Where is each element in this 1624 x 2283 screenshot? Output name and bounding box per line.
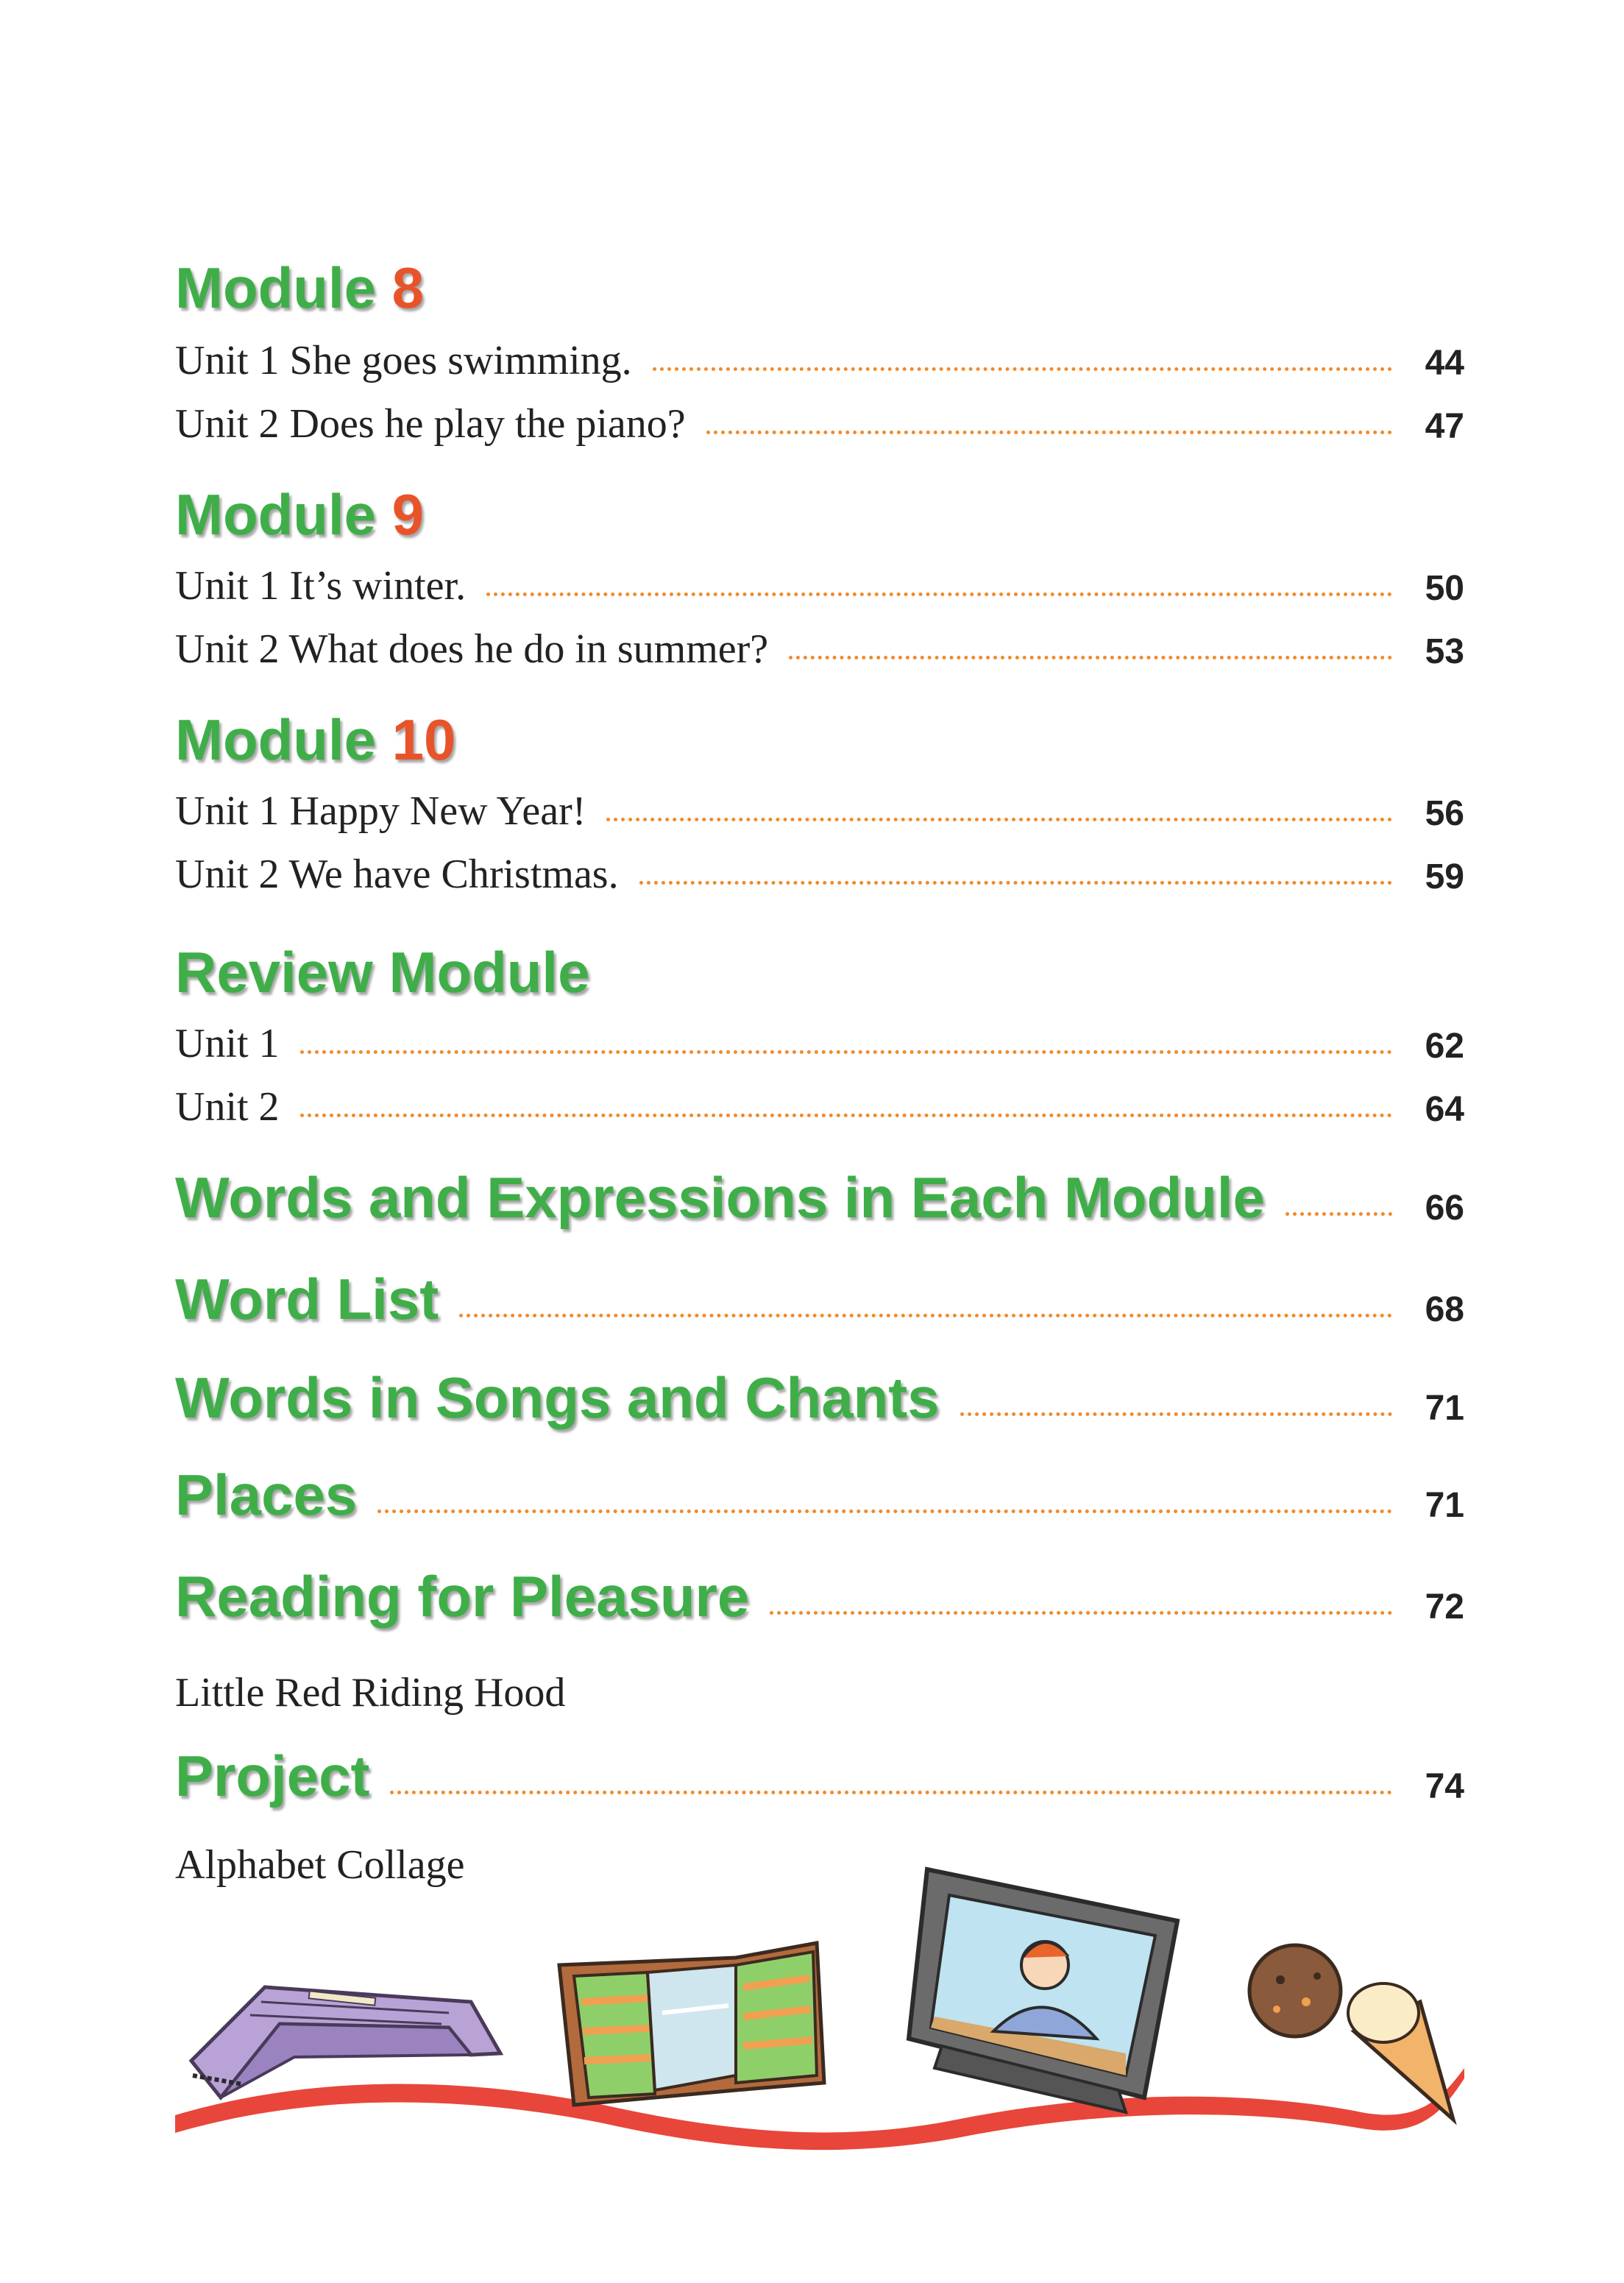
section-title: Word List: [175, 1267, 439, 1331]
window-icon: [559, 1943, 824, 2105]
dot-leader: [606, 818, 1392, 821]
page-number: 64: [1425, 1090, 1464, 1129]
television-icon: [909, 1869, 1177, 2112]
dot-leader: [770, 1611, 1392, 1615]
section-title: Project: [175, 1744, 370, 1808]
dot-leader: [390, 1791, 1392, 1794]
toc-entry-module8-unit2[interactable]: [175, 392, 1464, 445]
section-title: Reading for Pleasure: [175, 1564, 750, 1629]
page-number: 72: [1425, 1588, 1464, 1627]
keyboard-icon: [191, 1987, 500, 2098]
page-number: 62: [1425, 1027, 1464, 1066]
entry-label: Unit 2 What does he do in summer?: [175, 626, 769, 672]
toc-entry-module8-unit1[interactable]: [175, 328, 1464, 381]
project-subtitle: Alphabet Collage: [175, 1842, 465, 1888]
entry-label: Unit 1: [175, 1021, 280, 1066]
dot-leader: [300, 1050, 1392, 1054]
page-number: 74: [1425, 1767, 1464, 1806]
page-number: 44: [1425, 344, 1464, 383]
reading-subtitle: Little Red Riding Hood: [175, 1670, 566, 1716]
toc-entry-words-expressions[interactable]: [175, 1165, 1464, 1230]
dot-leader: [300, 1114, 1392, 1117]
toc-entry-reading[interactable]: [175, 1564, 1464, 1629]
toc-entry-places[interactable]: [175, 1462, 1464, 1527]
dot-leader: [653, 367, 1392, 371]
dot-leader: [706, 431, 1392, 434]
toc-entry-songs-chants[interactable]: [175, 1365, 1464, 1430]
toc-entry-module9-unit2[interactable]: [175, 617, 1464, 670]
section-title: Words in Songs and Chants: [175, 1365, 940, 1430]
page-number: 66: [1425, 1189, 1464, 1228]
dot-leader: [789, 656, 1392, 659]
entry-label: Unit 1 She goes swimming.: [175, 338, 632, 383]
illustration-band: [0, 1855, 1624, 2164]
page-number: 56: [1425, 794, 1464, 833]
review-module-heading: Review Module: [175, 940, 590, 1005]
dot-leader: [486, 592, 1392, 596]
page-number: 59: [1425, 857, 1464, 896]
module-8-heading: Module 8: [175, 255, 425, 320]
dot-leader: [377, 1509, 1392, 1513]
page-number: 47: [1425, 407, 1464, 446]
page-number: 71: [1425, 1486, 1464, 1525]
module-9-heading: Module 9: [175, 482, 425, 547]
dot-leader: [639, 881, 1392, 885]
toc-entry-project[interactable]: [175, 1744, 1464, 1808]
dot-leader: [1286, 1212, 1392, 1216]
toc-entry-module10-unit1[interactable]: [175, 779, 1464, 832]
toc-entry-module9-unit1[interactable]: [175, 553, 1464, 609]
module-10-heading: Module 10: [175, 707, 456, 772]
entry-label: Unit 2 Does he play the piano?: [175, 401, 686, 447]
page-number: 68: [1425, 1290, 1464, 1329]
toc-entry-review-unit1[interactable]: [175, 1011, 1464, 1064]
section-title: Places: [175, 1462, 358, 1527]
toc-entry-word-list[interactable]: [175, 1267, 1464, 1331]
page-number: 50: [1425, 569, 1464, 608]
entry-label: Unit 2 We have Christmas.: [175, 852, 619, 897]
entry-label: Unit 2: [175, 1084, 280, 1130]
dot-leader: [459, 1314, 1392, 1317]
page-number: 53: [1425, 632, 1464, 671]
toc-entry-review-unit2[interactable]: [175, 1075, 1464, 1128]
ice-cream-icon: [1249, 1945, 1453, 2120]
page-number: 71: [1425, 1389, 1464, 1428]
entry-label: Unit 1 Happy New Year!: [175, 788, 586, 834]
entry-label: Unit 1 It’s winter.: [175, 563, 467, 609]
section-title: Words and Expressions in Each Module: [175, 1165, 1265, 1230]
dot-leader: [960, 1412, 1392, 1416]
toc-entry-module10-unit2[interactable]: [175, 842, 1464, 895]
